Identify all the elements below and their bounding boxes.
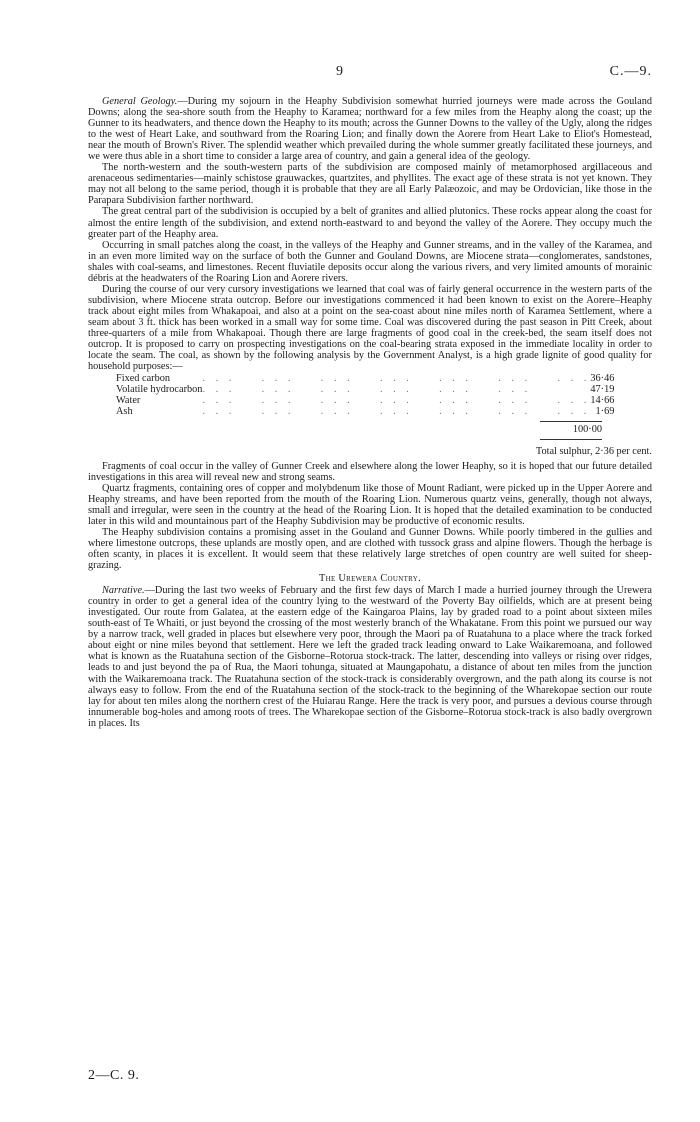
page-body [88,96,652,729]
analysis-label: Fixed carbon [116,373,171,385]
analysis-value: 36·46 [590,373,615,385]
paragraph: The Heaphy subdivision contains a promising asset in the Gouland and Gunner Downs. While poorly timbered in the gullies and where limestone outcrops, these uplands are mostly open, and are clothed with tussock grass and alpine flowers. Though the herbage is often scanty, in places it is excellent. It would seem that these relatively large stretches of open country are well suited for sheep-grazing. [88,526,652,572]
leader-dots: . . . . . . . . . . . . . . . . . . . . . [202,373,591,385]
section-title: The Urewera Country. [319,573,421,585]
analysis-label: Water [116,395,141,407]
signature-mark: 2—C. 9. [88,1068,140,1083]
table-row [116,373,614,384]
analysis-value: 47·19 [590,384,615,396]
leader-dots: . . . . . . . . . . . . . . . . . . . . . [202,406,591,418]
total-rule [540,421,602,422]
total-rule [540,439,602,440]
paragraph: Occurring in small patches along the coast, in the valleys of the Heaphy and Gunner streams, and in the valley of the Karamea, and in an even more limited way on the surface of both the Gunner and Gouland Downs, are Miocene strata—conglomerates, sandstones, shales with coal-seams, and limestones. Recent fluviatile deposits occur along the various rivers, and very limited amounts of morainic débris at the headwaters of the Roaring Lion and Aorere rivers. [88,239,652,284]
paragraph: During the course of our very cursory investigations we learned that coal was of fairly general occurrence in the western parts of the subdivision, where Miocene strata outcrop. Before our investigations commenced it had been known to exist on the Aorere–Heaphy track about eight miles from Whakapoai, and also at a point on the sea-coast about nine miles north of Karamea Settlement, where a seam about 3 ft. thick has been worked in a small way for some time. Coal was discovered during the past season in Pitt Creek, about three-quarters of a mile from Whakapoai. Though there are large fragments of good coal in the creek-bed, the seam itself does not outcrop. It is proposed to carry on prospecting investigations on the coal-bearing strata exposed in the immediate locality in order to locate the seam. The coal, as shown by the following analysis by the Government Analyst, is a high grade lignite of good quality for household purposes:— [88,283,652,373]
analysis-value: 1·69 [595,406,615,418]
analysis-label: Volatile hydrocarbon [116,384,203,396]
paragraph: The great central part of the subdivision is occupied by a belt of granites and allied plutonics. These rocks appear along the coast for almost the entire length of the subdivision, and extend north-eastward to and beyond the valley of the Aorere. They occupy much the greater part of the Heaphy area. [88,206,652,240]
table-row [116,406,614,417]
geology-heading: General Geology. [102,96,178,107]
sulphur-note: Total sulphur, 2·36 per cent. [535,445,652,457]
analysis-value: 14·66 [590,395,615,407]
paragraph: General Geology.—During my sojourn in the Heaphy Subdivision somewhat hurried journeys were made across the Gouland Downs; along the sea-shore south from the Heaphy to Karamea; northward for a few miles from the Heaphy along the coast; up the Gunner to its headwaters, and thence down the Heaphy to its mouth; across the Gunner Downs to the valley of the Ugly, along the ridges to the west of Heart Lake, and southward from the Roaring Lion; and finally down the Aorere from Heart Lake to Eliot's Homestead, near the mouth of Brown's River. The splendid weather which prevailed during the whole summer greatly facilitated these journeys, and we were thus able in a short time to consider a large area of country, and gain a general idea of the geology. [88,96,652,163]
paragraph: The north-western and the south-western parts of the subdivision are composed mainly of metamorphosed argillaceous and arenaceous sedimentaries—mainly schistose grauwackes, quartzites, and phyllites. The exact age of these strata is not yet known. They may not all belong to the same period, though it is probable that they are all Early Palæozoic, and may be Ordovician, like those in the Parapara Subdivision farther northward. [88,162,652,207]
paragraph: Fragments of coal occur in the valley of Gunner Creek and elsewhere along the lower Heaphy, so it is hoped that our future detailed investigations in this area will reveal new and strong seams. [88,460,652,483]
paragraph: Narrative.—During the last two weeks of February and the first few days of March I made a hurried journey through the Urewera country in order to get a general idea of the country lying to the westward of the Poverty Bay oilfields, which are at present being investigated. Our route from Galatea, at the eastern edge of the Kaingaroa Plains, lay by graded road to a point about sixteen miles south-east of Te Whaiti, or just beyond the crossing of the most westerly branch of the Whakatane. From this point we pursued our way by a narrow track, well graded in places but elsewhere very poor, through the Maori pa of Ruatahuna to a place where the track forked about eight or nine miles beyond that settlement. Here we left the graded track leading onward to Lake Waikaremoana, and followed what is known as the Ruatahuna section of the Gisborne–Rotorua stock-track. The latter, descending into valleys or rising over ridges, leads to and just beyond the pa of Rua, the Maori tohunga, situated at Maungapohatu, a distance of about ten miles from the junction with the Waikaremoana track. The Ruatahuna section of the stock-track is considerably overgrown, and the path along its course is not always easy to follow. From the end of the Ruatahuna section of the stock-track to the beginning of the Wharekopae section our route lay for about ten miles along the northern crest of the Huiarau Range. Here the track is very poor, and pursues a devious course through innumerable bog-holes and among roots of trees. The Wharekopae section of the Gisborne–Rotorua stock-track is also badly overgrown in places. Its [88,585,652,729]
analysis-label: Ash [116,406,133,418]
analysis-total: 100·00 [572,423,602,435]
narrative-heading: Narrative. [102,585,145,597]
coal-analysis-table [116,373,614,417]
paragraph: Quartz fragments, containing ores of copper and molybdenum like those of Mount Radiant, were picked up in the Upper Aorere and Heaphy streams, and have been reported from the mouth of the Roaring Lion. Numerous quartz veins, generally, though not always, small and irregular, were seen in the country at the head of the Roaring Lion. It is hoped that the detailed examination to be conducted later in this wild and mountainous part of the Heaphy Subdivision may be productive of economic results. [88,482,652,527]
table-row [116,395,614,406]
page-number: 9 [336,64,343,79]
leader-dots: . . . . . . . . . . . . . . . . . . . . . [202,395,591,407]
document-reference: C.—9. [609,64,652,79]
table-row [116,384,614,395]
leader-dots: . . . . . . . . . . . . . . . . . . [202,384,532,396]
